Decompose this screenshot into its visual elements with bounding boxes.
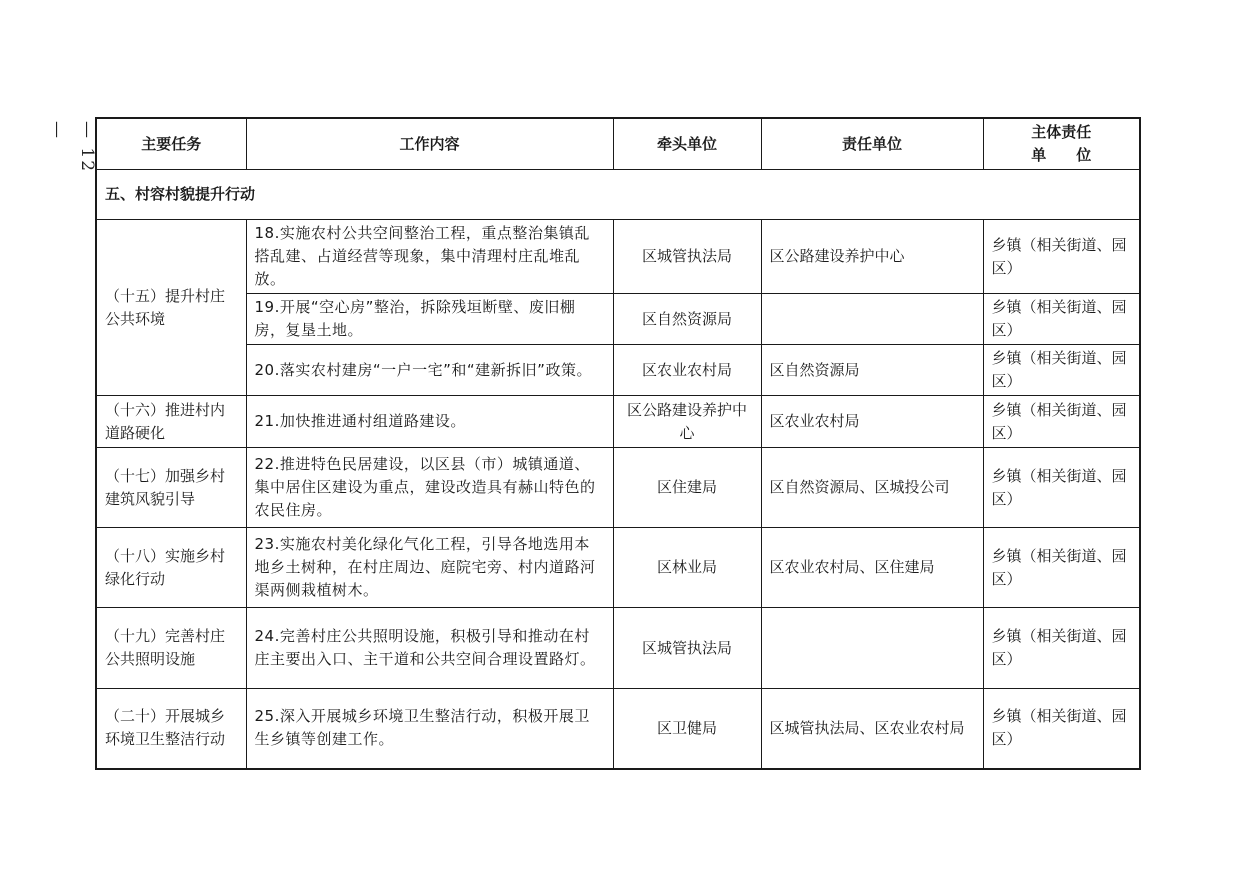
task-cell: （十七）加强乡村建筑风貌引导 (96, 448, 246, 528)
lead-unit-cell: 区自然资源局 (613, 294, 761, 345)
table-row (96, 608, 1140, 689)
main-responsible-cell: 乡镇（相关街道、园区） (983, 448, 1140, 528)
table-row (96, 220, 1140, 294)
responsible-unit-cell (761, 294, 983, 345)
lead-unit-cell: 区住建局 (613, 448, 761, 528)
main-responsible-cell: 乡镇（相关街道、园区） (983, 345, 1140, 396)
main-responsible-cell: 乡镇（相关街道、园区） (983, 528, 1140, 608)
task-cell: （十九）完善村庄公共照明设施 (96, 608, 246, 689)
lead-unit-cell: 区卫健局 (613, 689, 761, 769)
table-row (96, 294, 1140, 345)
responsible-unit-cell (761, 608, 983, 689)
content-cell: 23.实施农村美化绿化气化工程，引导各地选用本地乡土树种，在村庄周边、庭院宅旁、村内道路河渠两侧栽植树木。 (246, 528, 613, 608)
responsible-unit-cell: 区农业农村局、区住建局 (761, 528, 983, 608)
lead-unit-cell: 区城管执法局 (613, 220, 761, 294)
responsible-unit-cell: 区农业农村局 (761, 396, 983, 448)
content-cell: 22.推进特色民居建设，以区县（市）城镇通道、集中居住区建设为重点，建设改造具有赫山特色的农民住房。 (246, 448, 613, 528)
content-cell: 19.开展“空心房”整治，拆除残垣断壁、废旧棚房，复垦土地。 (246, 294, 613, 345)
task-table (95, 117, 1141, 770)
content-cell: 25.深入开展城乡环境卫生整洁行动，积极开展卫生乡镇等创建工作。 (246, 689, 613, 769)
header-main-task: 主要任务 (96, 118, 246, 170)
table-row (96, 345, 1140, 396)
content-cell: 21.加快推进通村组道路建设。 (246, 396, 613, 448)
responsible-unit-cell: 区公路建设养护中心 (761, 220, 983, 294)
section-title: 五、村容村貌提升行动 (96, 170, 1140, 220)
lead-unit-cell: 区公路建设养护中心 (613, 396, 761, 448)
table-row (96, 528, 1140, 608)
table-row (96, 448, 1140, 528)
table-row (96, 396, 1140, 448)
header-main-responsible-line2: 单 位 (1031, 146, 1092, 164)
responsible-unit-cell: 区自然资源局、区城投公司 (761, 448, 983, 528)
content-cell: 24.完善村庄公共照明设施，积极引导和推动在村庄主要出入口、主干道和公共空间合理设置路灯。 (246, 608, 613, 689)
table-row (96, 689, 1140, 769)
task-cell: （二十）开展城乡环境卫生整洁行动 (96, 689, 246, 769)
task-cell: （十六）推进村内道路硬化 (96, 396, 246, 448)
header-main-responsible-line1: 主体责任 (1031, 123, 1092, 141)
content-cell: 20.落实农村建房“一户一宅”和“建新拆旧”政策。 (246, 345, 613, 396)
main-responsible-cell: 乡镇（相关街道、园区） (983, 396, 1140, 448)
page-number: — 12 — (47, 121, 97, 174)
lead-unit-cell: 区农业农村局 (613, 345, 761, 396)
header-work-content: 工作内容 (246, 118, 613, 170)
lead-unit-cell: 区城管执法局 (613, 608, 761, 689)
main-responsible-cell: 乡镇（相关街道、园区） (983, 294, 1140, 345)
header-row (96, 118, 1140, 170)
lead-unit-cell: 区林业局 (613, 528, 761, 608)
content-cell: 18.实施农村公共空间整治工程，重点整治集镇乱搭乱建、占道经营等现象，集中清理村庄乱堆乱放。 (246, 220, 613, 294)
responsible-unit-cell: 区自然资源局 (761, 345, 983, 396)
responsible-unit-cell: 区城管执法局、区农业农村局 (761, 689, 983, 769)
task-cell: （十八）实施乡村绿化行动 (96, 528, 246, 608)
section-row (96, 170, 1140, 220)
main-responsible-cell: 乡镇（相关街道、园区） (983, 689, 1140, 769)
main-responsible-cell: 乡镇（相关街道、园区） (983, 608, 1140, 689)
header-lead-unit: 牵头单位 (613, 118, 761, 170)
header-responsible-unit: 责任单位 (761, 118, 983, 170)
task-cell: （十五）提升村庄公共环境 (96, 220, 246, 396)
main-responsible-cell: 乡镇（相关街道、园区） (983, 220, 1140, 294)
header-main-responsible-unit (983, 118, 1140, 170)
